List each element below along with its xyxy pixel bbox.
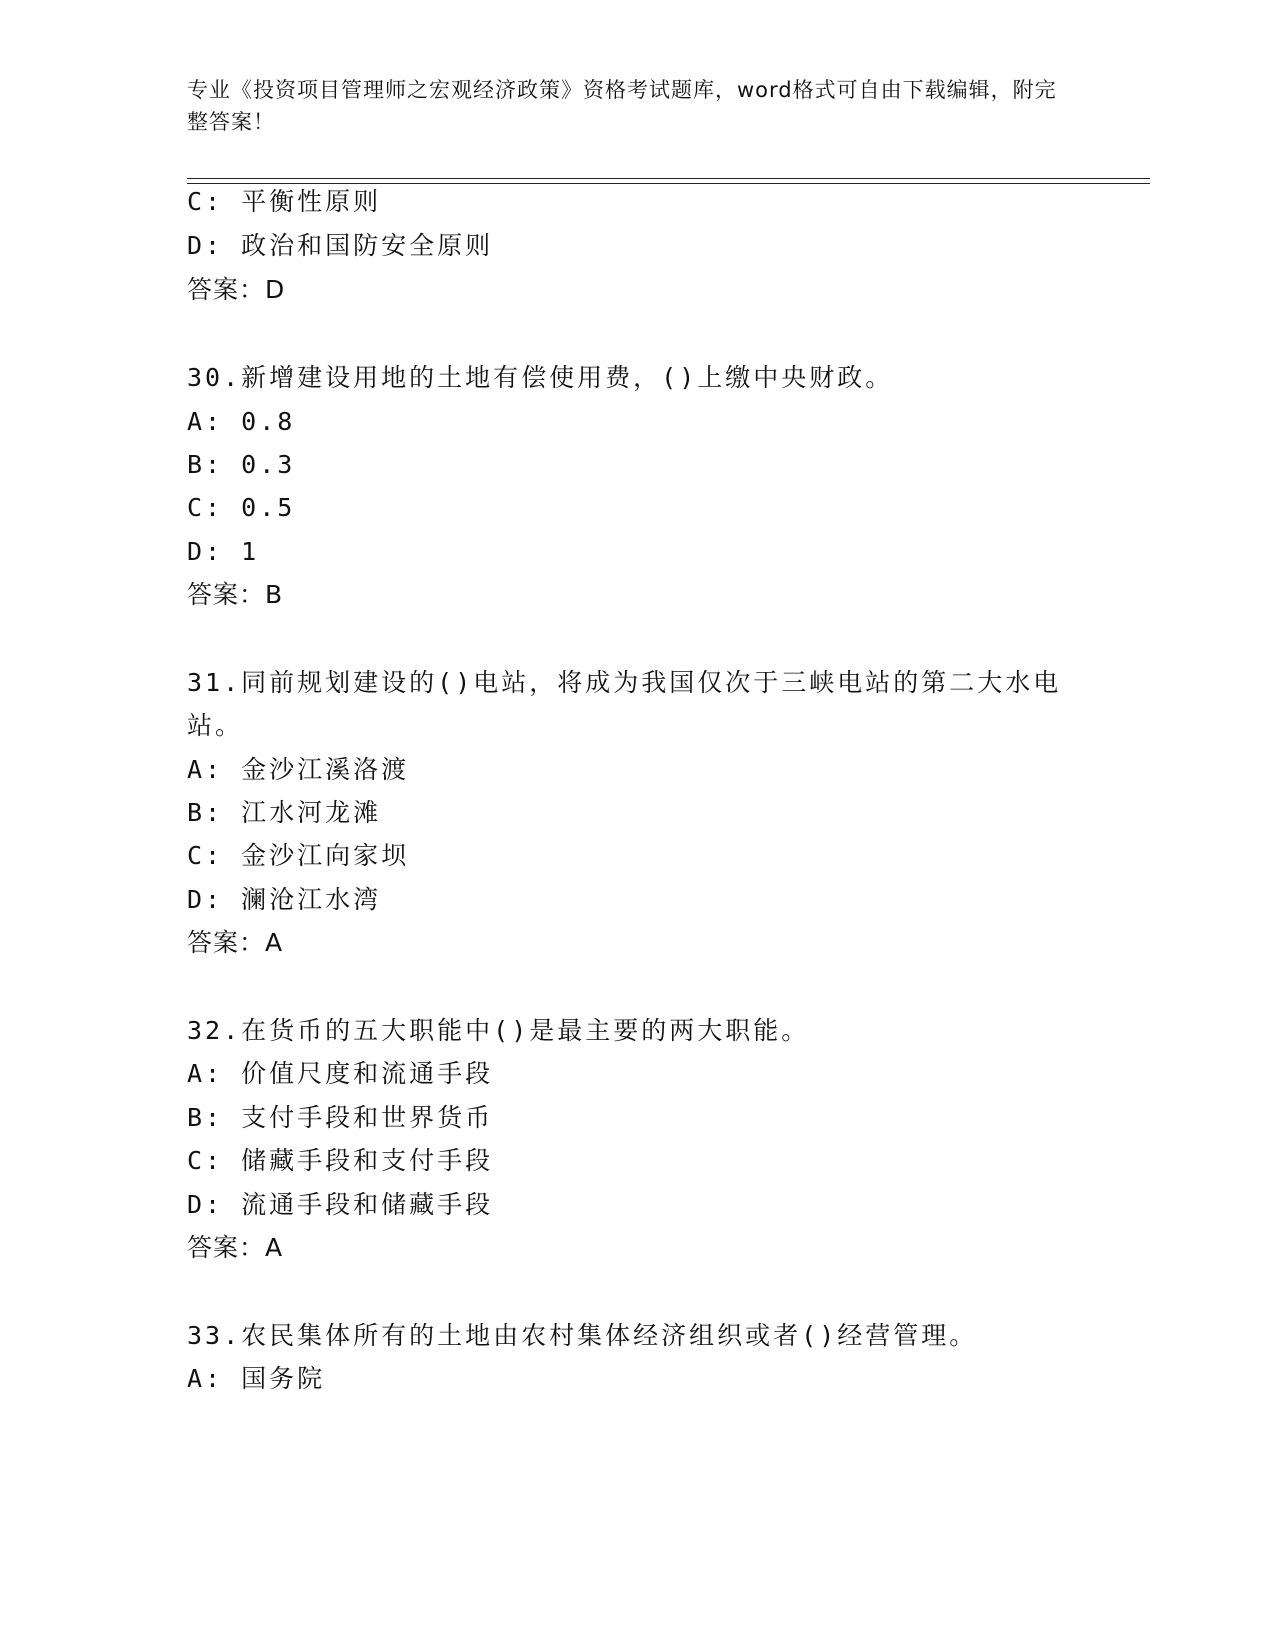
answer-line: 答案：D (187, 275, 286, 304)
answer-line: 答案：A (187, 928, 284, 957)
option-a: A: 国务院 (187, 1364, 326, 1393)
option-d: D: 澜沧江水湾 (187, 885, 382, 914)
option-a: A: 0.8 (187, 407, 296, 436)
question-32: 32.在货币的五大职能中()是最主要的两大职能。 (187, 1016, 810, 1045)
option-d: D: 流通手段和储藏手段 (187, 1190, 494, 1219)
header-divider-bottom (187, 183, 1150, 184)
option-c: C: 金沙江向家坝 (187, 841, 410, 870)
option-c: C: 0.5 (187, 493, 296, 522)
option-b: B: 0.3 (187, 450, 296, 479)
question-33: 33.农民集体所有的土地由农村集体经济组织或者()经营管理。 (187, 1321, 978, 1350)
option-d: D: 政治和国防安全原则 (187, 231, 494, 260)
option-b: B: 支付手段和世界货币 (187, 1103, 494, 1132)
question-31-continuation: 站。 (187, 711, 244, 740)
answer-line: 答案：B (187, 580, 284, 609)
document-header: 专业《投资项目管理师之宏观经济政策》资格考试题库，word格式可自由下载编辑，附完整答案！ (187, 78, 1057, 134)
question-30: 30.新增建设用地的土地有偿使用费，()上缴中央财政。 (187, 363, 894, 392)
option-c: C: 储藏手段和支付手段 (187, 1146, 494, 1175)
option-a: A: 价值尺度和流通手段 (187, 1059, 494, 1088)
option-c: C: 平衡性原则 (187, 187, 382, 216)
answer-line: 答案：A (187, 1233, 284, 1262)
option-d: D: 1 (187, 537, 260, 566)
header-divider-top (187, 178, 1150, 179)
question-31: 31.同前规划建设的()电站，将成为我国仅次于三峡电站的第二大水电 (187, 668, 1062, 697)
option-b: B: 江水河龙滩 (187, 798, 382, 827)
option-a: A: 金沙江溪洛渡 (187, 755, 410, 784)
